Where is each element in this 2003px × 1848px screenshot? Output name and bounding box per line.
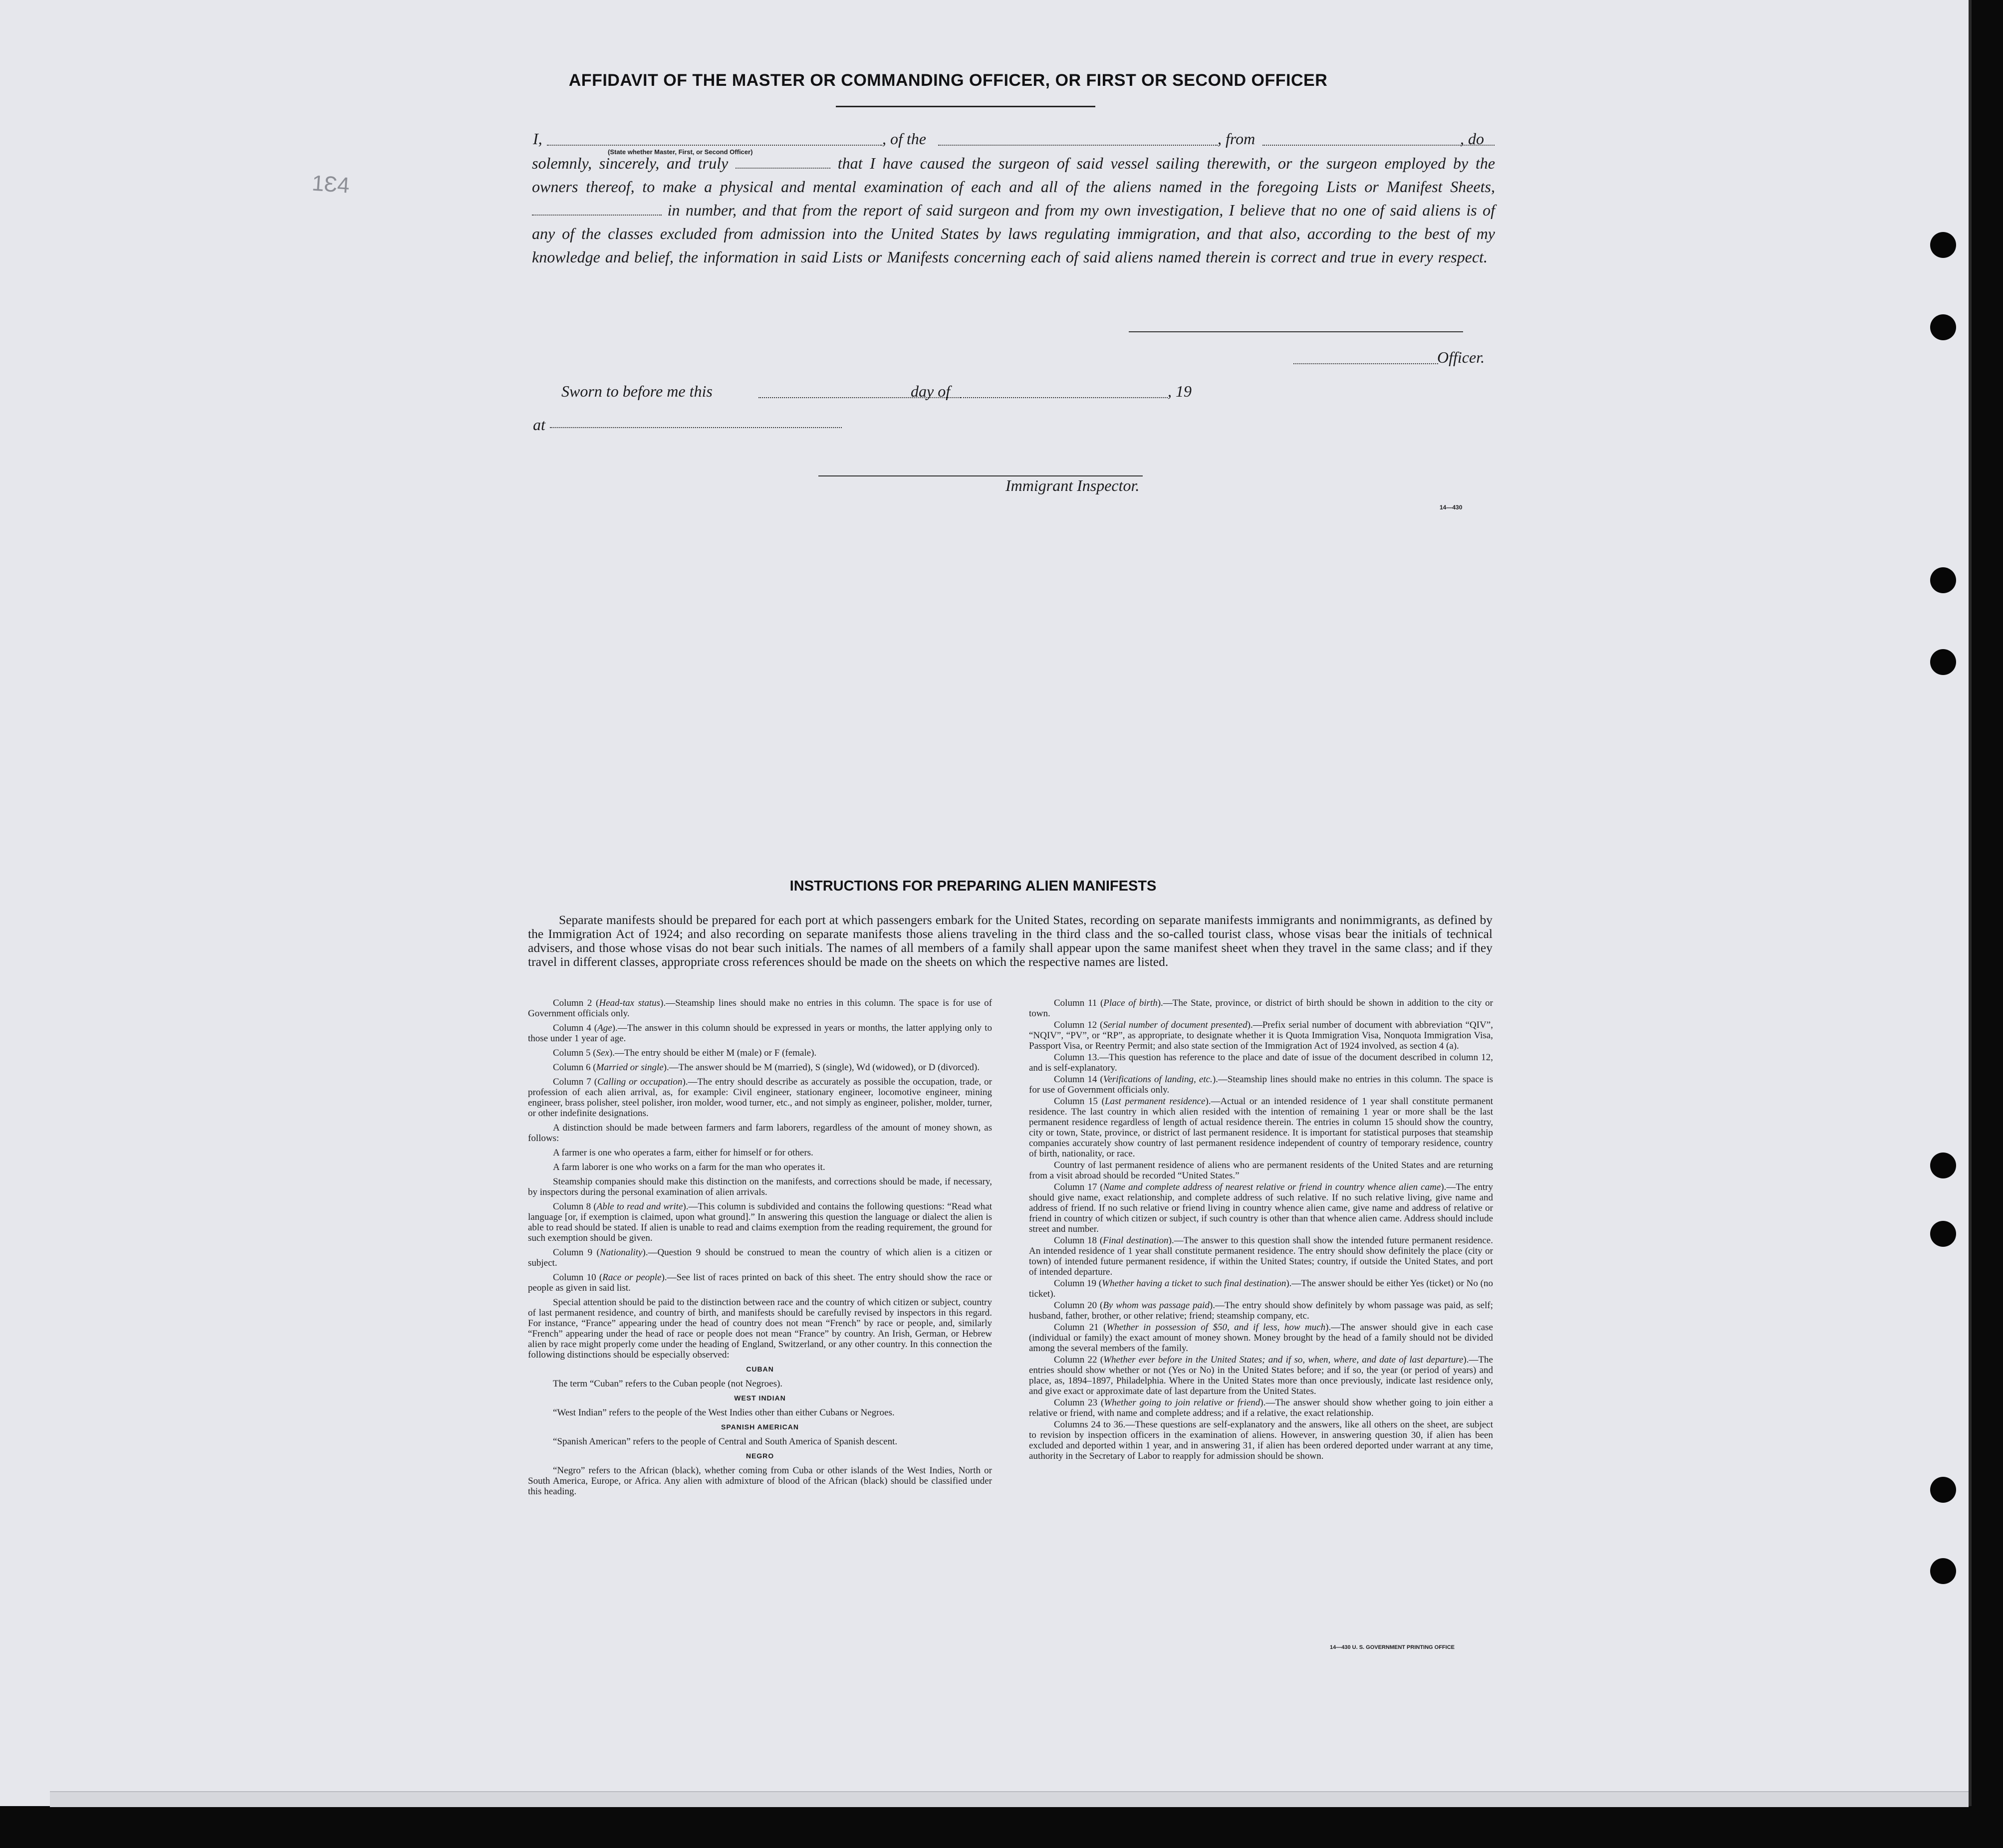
at-label: at xyxy=(533,416,545,434)
column-23-instruction: Column 23 (Whether going to join relative or friend).—The answer should show whether going to join either a relative or friend, with name and complete address; and if a relative, the exact relationship. xyxy=(1029,1397,1493,1418)
column-18-instruction: Column 18 (Final destination).—The answer to this question shall show the intended future permanent residence. An intended residence of 1 year shall constitute permanent residence. The entry should show definitely the place (city or town) of intended future permanent residence, if within the United States; country, if outside the United States, and port of intended departure. xyxy=(1029,1235,1493,1277)
instructions-left-column xyxy=(528,998,992,1501)
farm-corrections: Steamship companies should make this distinction on the manifests, and corrections should be made, if necessary, by inspectors during the personal examination of alien arrivals. xyxy=(528,1176,992,1197)
country-residence-note: Country of last permanent residence of aliens who are permanent residents of the United States and are returning from a visit abroad should be recorded “United States.” xyxy=(1029,1160,1493,1181)
sworn-line xyxy=(561,382,1310,404)
affidavit-i-label: I, xyxy=(533,130,542,148)
from-label: , from xyxy=(1218,130,1255,148)
of-the-label: , of the xyxy=(882,130,926,148)
officer-signature-line xyxy=(1129,331,1463,332)
title-rule xyxy=(836,106,1095,107)
punch-hole xyxy=(1930,567,1956,593)
column-19-instruction: Column 19 (Whether having a ticket to such final destination).—The answer should be either Yes (ticket) or No (no ticket). xyxy=(1029,1278,1493,1299)
instructions-intro: Separate manifests should be prepared for each port at which passengers embark for the United States, recording on separate manifests immigrants and nonimmigrants, as defined by the Immigration Act of 1924; and also recording on separate manifests those aliens traveling in the third class and the so-called tourist class, whose visas bear the initials of technical advisers, and those whose visas do not bear such initials. The names of all members of a family shall appear upon the same manifest sheet when they travel in the same class; and if they travel in different classes, appropriate cross references should be made on the sheets on which the respective names are listed. xyxy=(528,913,1493,969)
farm-laborer-definition: A farm laborer is one who works on a farm for the man who operates it. xyxy=(553,1162,825,1172)
officer-rank-field xyxy=(547,130,882,146)
heading-spanish-american: SPANISH AMERICAN xyxy=(721,1423,799,1431)
column-7-instruction: Column 7 (Calling or occupation).—The entry should describe as accurately as possible the occupation, trade, or profession of each alien arrival, as, for example: Civil engineer, stationary engineer, locomotive engineer, mining engineer, brass polisher, steel polisher, iron molder, wood turner, etc., and not simply as engineer, polisher, molder, turner, or other indefinite designations. xyxy=(528,1077,993,1119)
column-22-instruction: Column 22 (Whether ever before in the United States; and if so, when, where, and date of last departure).—The entries should show whether or not (Yes or No) in the United States before; and if so, the year (or period of years) and place, as, 1894–1897, Philadelphia. Where in the United States more than once previously, indicate last residence only, and give exact or approximate date of last departure from the United States. xyxy=(1029,1355,1493,1396)
heading-negro: NEGRO xyxy=(746,1452,774,1460)
officer-label: Officer. xyxy=(1437,348,1485,366)
spanish-american-definition: “Spanish American” refers to the people of Central and South America of Spanish descent. xyxy=(553,1436,898,1447)
cuban-definition: The term “Cuban” refers to the Cuban people (not Negroes). xyxy=(553,1379,783,1389)
affidavit-text-2: that I have caused the surgeon of said vessel sailing therewith, or the surgeon employed by the owners thereof, to make a physical and mental examination of each and all of the aliens named in the foregoing Lists or Manifest Sheets, xyxy=(532,154,1496,196)
punch-hole xyxy=(1930,232,1956,258)
heading-cuban: CUBAN xyxy=(746,1365,774,1373)
punch-hole xyxy=(1930,1558,1956,1584)
printer-imprint: 14—430 U. S. GOVERNMENT PRINTING OFFICE xyxy=(1330,1644,1455,1650)
punch-hole xyxy=(1930,314,1956,340)
farmer-definition: A farmer is one who operates a farm, either for himself or for others. xyxy=(553,1148,813,1158)
at-place-fill xyxy=(550,427,842,428)
sheet-count-fill xyxy=(532,215,662,216)
punch-hole xyxy=(1930,649,1956,675)
punch-hole xyxy=(1930,1153,1956,1178)
farm-distinction: A distinction should be made between farmers and farm laborers, regardless of the amount of money shown, as follows: xyxy=(528,1123,992,1144)
column-2-instruction: Column 2 (Head-tax status).—Steamship lines should make no entries in this column. The space is for use of Government officials only. xyxy=(528,998,992,1019)
instructions-title: INSTRUCTIONS FOR PREPARING ALIEN MANIFESTS xyxy=(789,878,1157,894)
day-of-label: day of xyxy=(911,382,951,400)
sworn-month-fill xyxy=(961,382,1168,398)
officer-title-fill xyxy=(1293,363,1438,364)
affidavit-body xyxy=(532,152,1495,269)
column-4-instruction: Column 4 (Age).—The answer in this column should be expressed in years or months, the latter applying only to those under 1 year of age. xyxy=(528,1023,992,1044)
do-label: , do xyxy=(1460,130,1484,148)
heading-west-indian: WEST INDIAN xyxy=(734,1394,786,1402)
column-21-instruction: Column 21 (Whether in possession of $50, and if less, how much).—The answer should give in each case (individual or family) the exact amount of money shown. Money brought by the head of a family should not be divided among the several members of the family. xyxy=(1029,1322,1493,1354)
special-attention: Special attention should be paid to the distinction between race and the country of which citizen or subject, country of last permanent residence, and country of birth, and manifests should be carefully revised by inspectors in this regard. For instance, “France” appearing under the head of country does not mean “French” by race or people, and, similarly “French” appearing under the head of race or people does not mean “France” by country. An Irish, German, or Hebrew alien by race might properly come under the heading of England, Switzerland, or any other country. In this connection the following distinctions should be especially observed: xyxy=(528,1297,992,1360)
sworn-label: Sworn to before me this xyxy=(561,382,713,400)
column-9-instruction: Column 9 (Nationality).—Question 9 should be construed to mean the country of which alien is a citizen or subject. xyxy=(528,1247,992,1268)
affidavit-title: AFFIDAVIT OF THE MASTER OR COMMANDING OFFICER, OR FIRST OR SECOND OFFICER xyxy=(568,71,1328,90)
negro-definition: “Negro” refers to the African (black), whether coming from Cuba or other islands of the West Indies, North or South America, Europe, or Africa. Any alien with admixture of blood of the African (black) should be classified under this heading. xyxy=(528,1465,992,1497)
vessel-name-field xyxy=(938,130,1218,146)
punch-hole xyxy=(1930,1221,1956,1247)
column-5-instruction: Column 5 (Sex).—The entry should be either M (male) or F (female). xyxy=(553,1048,817,1058)
columns-24-36-instruction: Columns 24 to 36.—These questions are self-explanatory and the answers, like all others on the sheet, are subject to revision by inspection officers in the examination of aliens. However, in answering question 30, if alien has been excluded and deported within 1 year, and in answering 31, if alien has been ordered deported under warrant at any time, authority in the Secretary of Labor to reapply for admission should be shown. xyxy=(1029,1419,1493,1461)
punch-hole xyxy=(1930,1477,1956,1503)
column-8-instruction: Column 8 (Able to read and write).—This column is subdivided and contains the following questions: “Read what language [or, if exemption is claimed, upon what ground].” In answering this question the language or dialect the alien is able to read should be stated. If alien is unable to read and claims exemption from the reading requirement, the ground for such exemption should be given. xyxy=(528,1201,993,1243)
column-17-instruction: Column 17 (Name and complete address of nearest relative or friend in country whence alien came).—The entry should give name, exact relationship, and complete address of such relative. If no such relative living, give name and address of friend. If no such relative or friend living in country whence alien came, give name and address of relative or friend in country of which citizen or subject, if such country is other than that whence alien came. Address should include street and number. xyxy=(1029,1182,1493,1234)
column-13-instruction: Column 13.—This question has reference to the place and date of issue of the document described in column 12, and is self-explanatory. xyxy=(1029,1052,1493,1073)
column-11-instruction: Column 11 (Place of birth).—The State, province, or district of birth should be shown in addition to the city or town. xyxy=(1029,998,1494,1019)
lower-sheet-edge xyxy=(50,1791,1969,1807)
column-6-instruction: Column 6 (Married or single).—The answer should be M (married), S (single), Wd (widowed), or D (divorced). xyxy=(553,1062,980,1073)
column-10-instruction: Column 10 (Race or people).—See list of races printed on back of this sheet. The entry should show the race or people as given in said list. xyxy=(528,1272,992,1293)
column-12-instruction: Column 12 (Serial number of document presented).—Prefix serial number of document with abbreviation “QIV”, “NQIV”, “PV”, or “RP”, as appropriate, to designate whether it is Quota Immigration Visa, Nonquota Immigration Visa, Passport Visa, or Reentry Permit; and also state section of the Immigration Act of 1924 involved, as section 4 (a). xyxy=(1029,1020,1493,1051)
column-20-instruction: Column 20 (By whom was passage paid).—The entry should show definitely by whom passage was paid, as self; husband, father, brother, or other relative; friend; steamship company, etc. xyxy=(1029,1300,1493,1321)
column-15-instruction: Column 15 (Last permanent residence).—Actual or an intended residence of 1 year shall constitute permanent residence. The last country in which alien resided with the intention of remaining 1 year or more shall be the last permanent residence regardless of length of actual residence therein. The entries in column 15 should show the country, city or town, State, province, or district of last permanent residence. It is important for statistical purposes that steamship companies accurately show country of last permanent residence independent of country of temporary residence, country of birth, nationality, or race. xyxy=(1029,1096,1493,1159)
instructions-right-column xyxy=(1029,998,1493,1462)
affidavit-text-1: solemnly, sincerely, and truly xyxy=(532,154,729,172)
affidavit-text-3: in number, and that from the report of said surgeon and from my own investigation, I believe that no one of said aliens is of any of the classes excluded from admission into the United States by laws regulating immigration, and that also, according to the best of my knowledge and belief, the information in said Lists or Manifests concerning each of said aliens named therein is correct and true in every respect. xyxy=(532,201,1496,266)
handwritten-margin-mark: 1Ɛ4 xyxy=(311,171,351,198)
inspector-label: Immigrant Inspector. xyxy=(1005,476,1140,494)
year-label: , 19 xyxy=(1168,382,1192,400)
rank-note: (State whether Master, First, or Second Officer) xyxy=(608,148,753,156)
oath-fill xyxy=(736,168,830,169)
form-number: 14—430 xyxy=(1440,504,1463,511)
column-14-instruction: Column 14 (Verifications of landing, etc.).—Steamship lines should make no entries in this column. The space is for use of Government officials only. xyxy=(1029,1074,1494,1095)
west-indian-definition: “West Indian” refers to the people of the West Indies other than either Cubans or Negroes. xyxy=(553,1407,895,1418)
